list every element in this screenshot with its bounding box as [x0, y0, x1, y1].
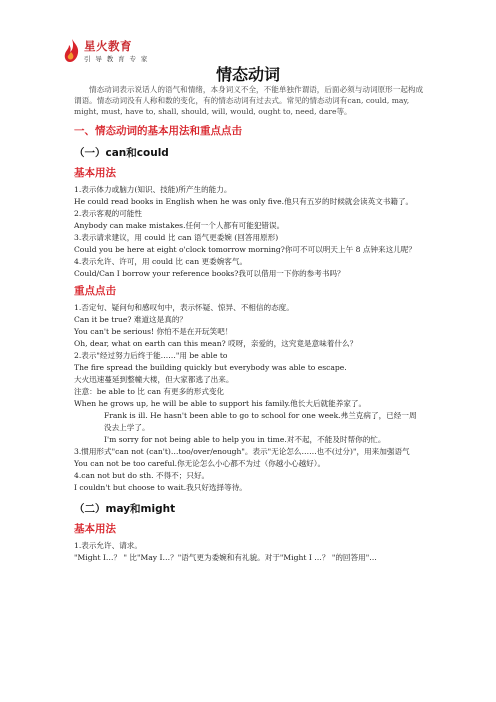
basic-usage-heading: 基本用法	[74, 166, 116, 179]
text-line: "Might I…？ " 比"May I…？"语气更为委婉和有礼貌。对于"Might I …？ "的回答用"…	[74, 552, 377, 562]
text-line: 1.表示允许、请求。	[74, 540, 142, 550]
section-heading: 一、情态动词的基本用法和重点点击	[74, 124, 242, 137]
text-line: 4.表示允许、许可，用 could 比 can 更委婉客气。	[74, 256, 248, 266]
text-line: 3.惯用形式"can not (can't)…too/over/enough"。表示"无论怎么……也不(过分)"，用来加强语气	[74, 446, 410, 456]
example-line: You can not be too careful.你无论怎么小心都不为过（你越小心越好）。	[74, 458, 326, 468]
page-title: 情态动词	[215, 65, 280, 84]
example-line: The fire spread the building quickly but everybody was able to escape.	[74, 362, 347, 372]
indented-example: I'm sorry for not being able to help you in time.对不起，不能及时帮你的忙。	[104, 434, 386, 444]
text-line: 注意：be able to 比 can 有更多的形式变化	[74, 386, 225, 396]
text-line: 2.表示"经过努力后终于能……"用 be able to	[74, 350, 228, 360]
text-line: 2.表示客观的可能性	[74, 208, 142, 218]
example-line: I couldn't but choose to wait.我只好选择等待。	[74, 482, 247, 492]
example-line: Anybody can make mistakes.任何一个人都有可能犯错误。	[74, 220, 285, 230]
basic-usage-heading: 基本用法	[74, 522, 116, 535]
text-line: 4.can not but do sth. 不得不；只好。	[74, 470, 210, 480]
key-points-heading: 重点点击	[74, 284, 116, 297]
example-line: When he grows up, he will be able to support his family.他长大后就能养家了。	[74, 398, 367, 408]
indented-example: Frank is ill. He hasn't been able to go to school for one week.弗兰克病了，已经一周没去上学了。	[104, 410, 417, 432]
brand-name: 星火教育	[84, 39, 132, 53]
example-line: You can't be serious! 你怕不是在开玩笑吧！	[74, 326, 233, 336]
example-line: Oh, dear, what on earth can this mean? 哎呀，亲爱的，这究竟是意味着什么？	[74, 338, 358, 348]
text-line: 1.表示体力或脑力(知识、技能)所产生的能力。	[74, 184, 232, 194]
text-line: 大火迅速蔓延到整幢大楼，但大家都逃了出来。	[74, 374, 234, 384]
flame-logo-icon	[62, 38, 82, 64]
example-line: He could read books in English when he was only five.他只有五岁的时候就会读英文书籍了。	[74, 196, 414, 206]
brand-slogan: 引 导 教 育 专 家	[84, 55, 149, 63]
subsection-heading-can-could: （一）can和could	[74, 146, 169, 159]
example-line: Could you be here at eight o'clock tomorrow morning?你可不可以明天上午 8 点钟来这儿呢？	[74, 244, 416, 254]
example-line: Could/Can I borrow your reference books?我可以借用一下你的参考书吗？	[74, 268, 345, 278]
text-line: 1.否定句、疑问句和感叹句中，表示怀疑、惊异、不相信的态度。	[74, 302, 294, 312]
example-line: Can it be true? 难道这是真的？	[74, 314, 188, 324]
intro-paragraph: 情态动词表示说话人的语气和情绪，本身词义不全，不能单独作谓语，后面必须与动词原形一起构成谓语。情态动词没有人称和数的变化，有的情态动词有过去式。常见的情态动词有can, could, may, might, must, have to, shall, should, will, would, ought to, need, dare等。	[74, 85, 424, 117]
document-body	[74, 84, 424, 564]
text-line: 3.表示请求建议，用 could 比 can 语气更委婉 (回答用原形)	[74, 232, 279, 242]
subsection-heading-may-might: （二）may和might	[74, 502, 176, 515]
